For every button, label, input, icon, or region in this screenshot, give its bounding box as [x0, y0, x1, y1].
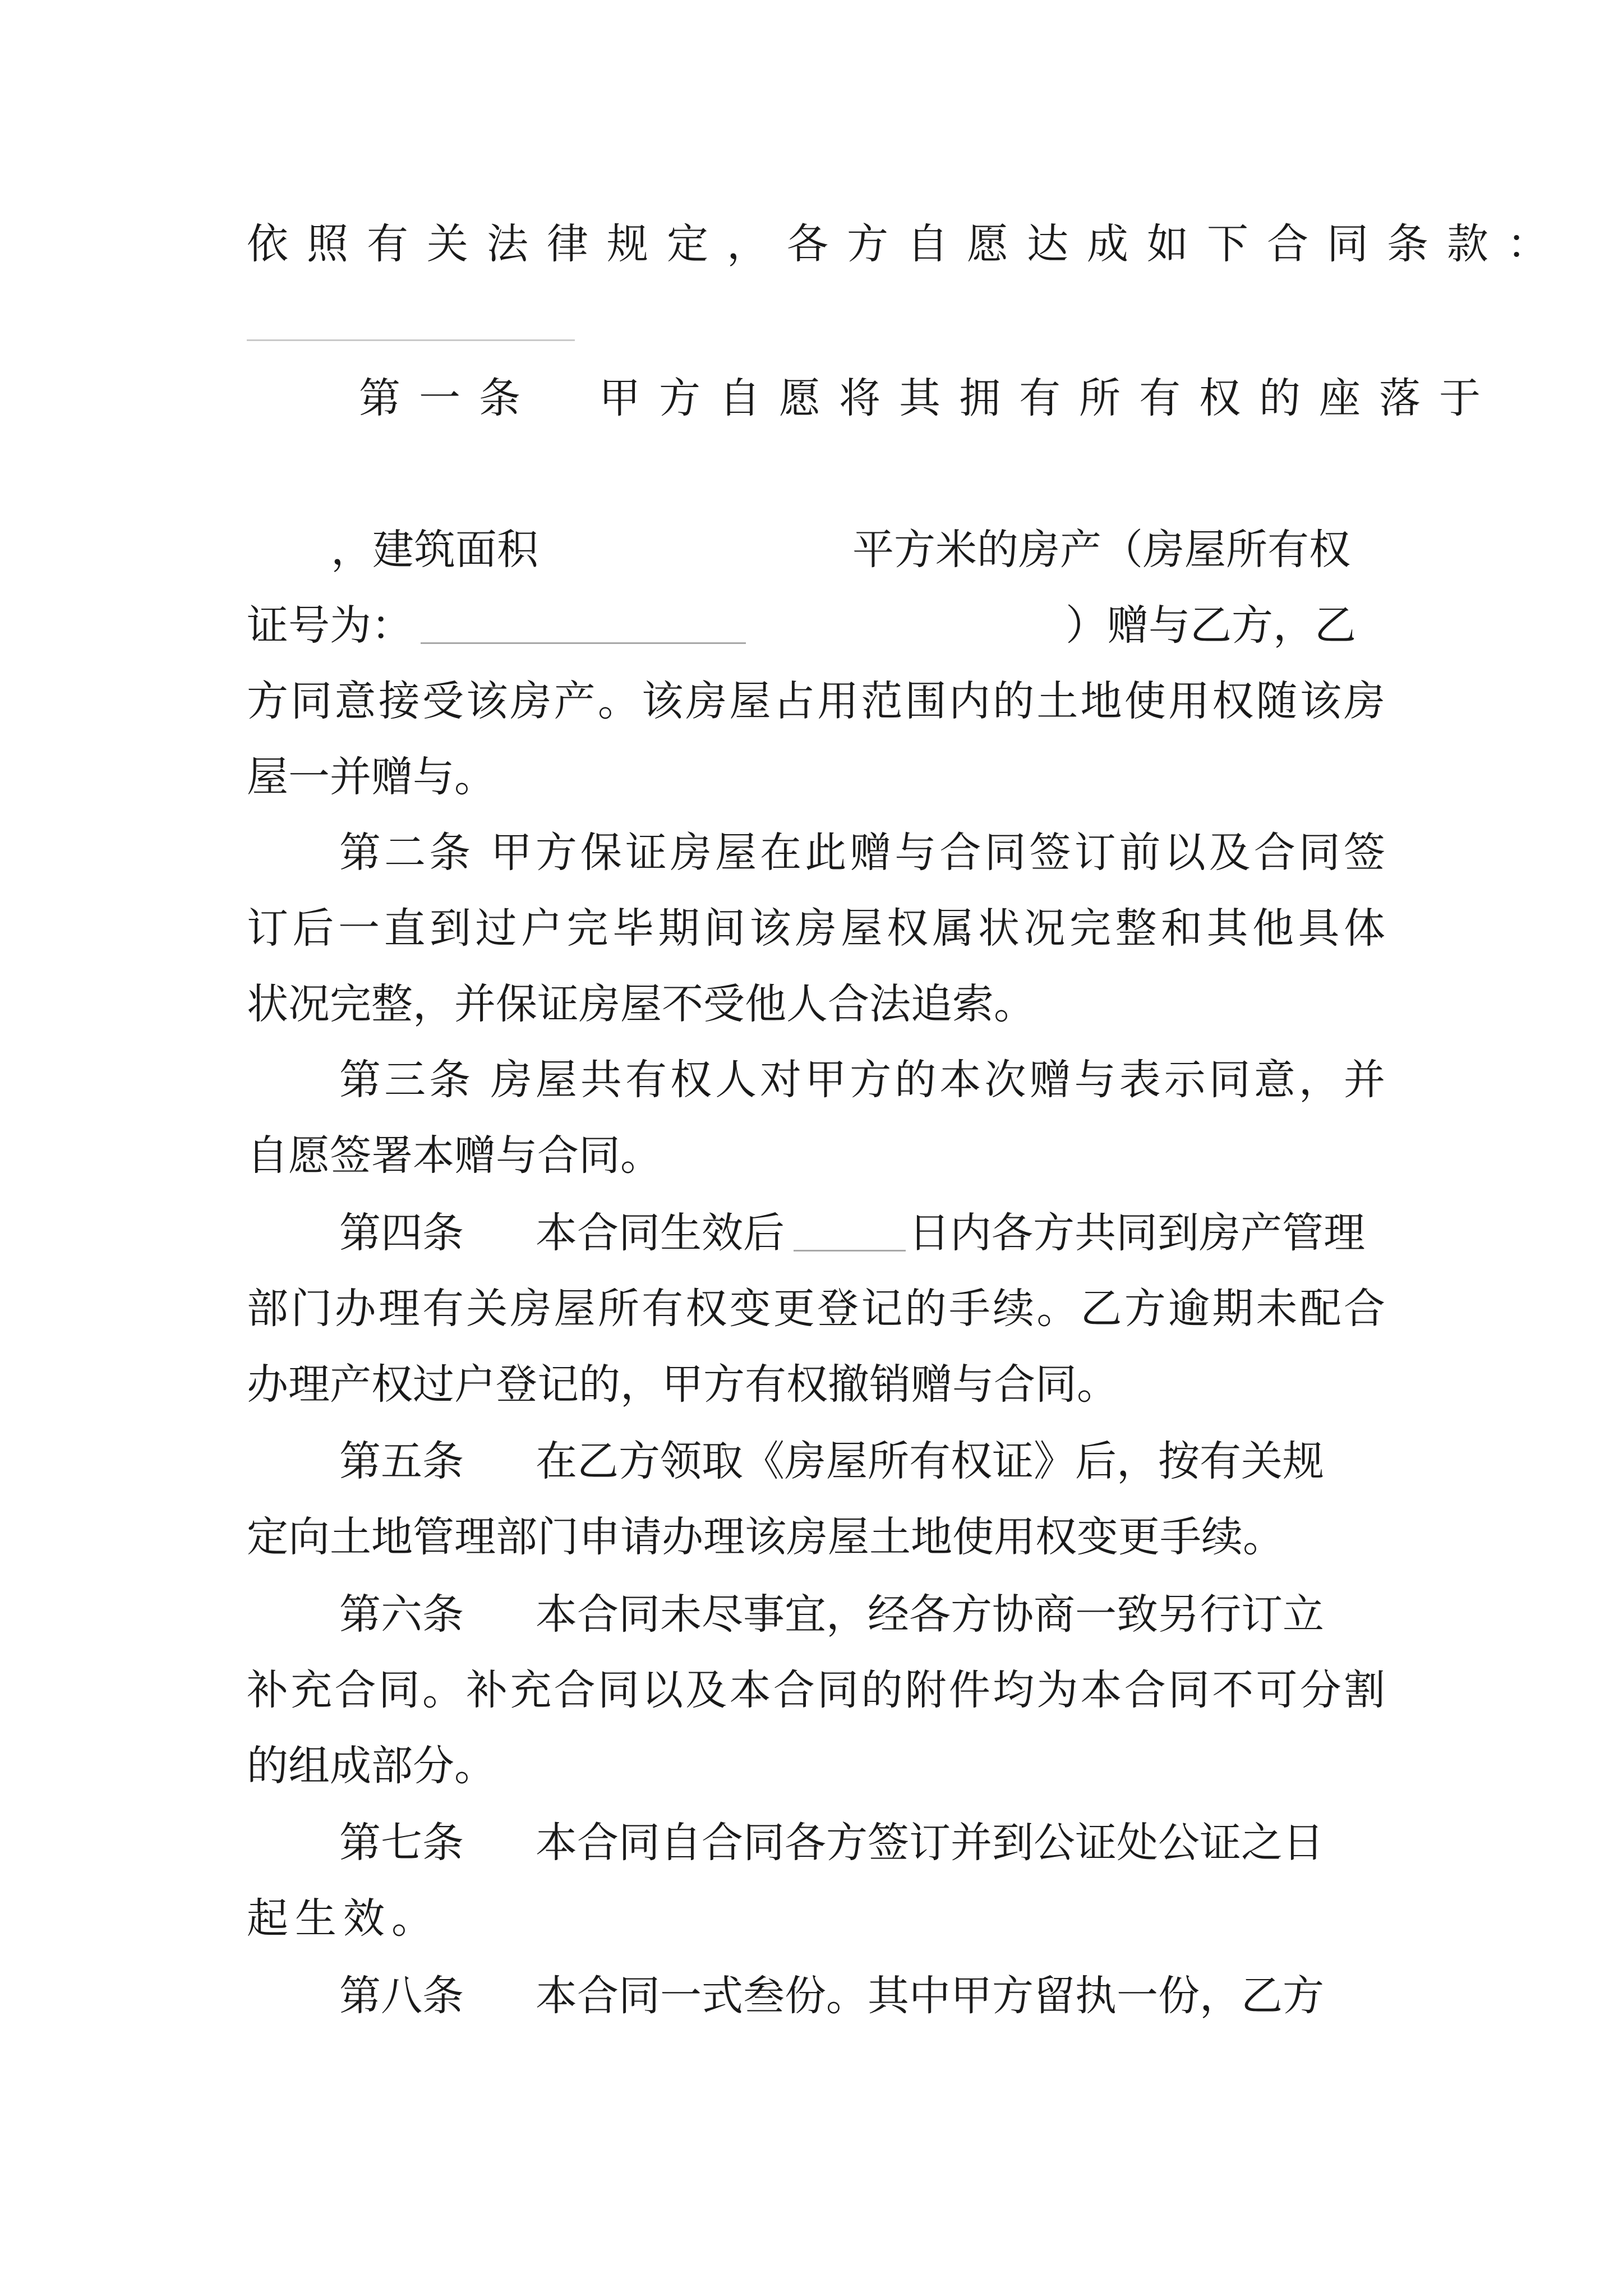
article-4-text-3: 办理产权过户登记的，甲方有权撤销赠与合同。	[247, 1360, 1118, 1409]
article-4-label: 第四条	[339, 1209, 464, 1257]
article-6-line-1	[339, 1586, 1385, 1642]
article-3-line-1	[339, 1052, 1385, 1108]
intro-line	[247, 216, 1567, 272]
article-5-line-2	[247, 1509, 1385, 1565]
article-2-text-1: 第二条 甲方保证房屋在此赠与合同签订前以及合同签	[339, 829, 1385, 877]
article-6-text-1: 本合同未尽事宜，经各方协商一致另行订立	[536, 1590, 1324, 1639]
article-7-text-2: 起生效。	[247, 1894, 440, 1943]
article-1-line-5	[247, 749, 1385, 805]
article-4-line-1	[339, 1205, 1385, 1261]
article-2-line-2	[247, 900, 1385, 956]
article-1-heading-text: 第一条 甲方自愿将其拥有所有权的座落于	[359, 374, 1499, 422]
article-7-line-1	[339, 1815, 1385, 1871]
article-5-text-2: 定向土地管理部门申请办理该房屋土地使用权变更手续。	[247, 1513, 1284, 1561]
article-5-line-1	[339, 1433, 1385, 1489]
article-1-area-unit: 平方米的房产（房屋所有权	[852, 526, 1350, 574]
article-5-text-1: 在乙方领取《房屋所有权证》后，按有关规	[536, 1437, 1324, 1485]
article-2-text-3: 状况完整，并保证房屋不受他人合法追索。	[247, 980, 1035, 1028]
article-8-label: 第八条	[339, 1972, 464, 2020]
intro-text: 依照有关法律规定，各方自愿达成如下合同条款：	[247, 220, 1567, 268]
article-1-text-4: 方同意接受该房产。该房屋占用范围内的土地使用权随该房	[247, 677, 1385, 725]
article-6-text-2: 补充合同。补充合同以及本合同的附件均为本合同不可分割	[247, 1666, 1385, 1714]
article-4-line-3	[247, 1356, 1385, 1412]
article-1-line-3	[247, 597, 1385, 654]
article-7-line-2	[247, 1890, 1385, 1947]
article-1-line-2	[247, 522, 1385, 578]
article-6-text-3: 的组成部分。	[247, 1742, 496, 1790]
article-3-line-2	[247, 1128, 1385, 1184]
article-1-cert-suffix: ）赠与乙方，乙	[1066, 601, 1356, 650]
article-8-text-1: 本合同一式叁份。其中甲方留执一份，乙方	[536, 1972, 1324, 2020]
article-4-text-2: 部门办理有关房屋所有权变更登记的手续。乙方逾期未配合	[247, 1285, 1385, 1333]
article-2-line-1	[339, 825, 1385, 881]
article-8-line-1	[339, 1968, 1385, 2024]
divider-rule	[247, 339, 575, 341]
article-3-text-1: 第三条 房屋共有权人对甲方的本次赠与表示同意，并	[339, 1056, 1385, 1104]
article-2-line-3	[247, 976, 1385, 1032]
article-4-text-1b: 日内各方共同到房产管理	[909, 1209, 1365, 1257]
article-6-label: 第六条	[339, 1590, 464, 1639]
article-1-line-4	[247, 673, 1385, 729]
article-7-label: 第七条	[339, 1819, 464, 1867]
article-6-line-2	[247, 1662, 1385, 1718]
article-1-area-label: ，建筑面积	[331, 526, 538, 574]
article-1-text-5: 屋一并赠与。	[247, 753, 496, 801]
article-5-label: 第五条	[339, 1437, 464, 1485]
article-4-text-1a: 本合同生效后	[536, 1209, 785, 1257]
article-4-days-blank	[794, 1209, 906, 1251]
article-7-text-1: 本合同自合同各方签订并到公证处公证之日	[536, 1819, 1324, 1867]
article-1-cert-label: 证号为：	[247, 601, 413, 650]
article-3-text-2: 自愿签署本赠与合同。	[247, 1131, 662, 1180]
article-1-line-1	[359, 370, 1499, 426]
article-4-line-2	[247, 1281, 1385, 1337]
article-6-line-3	[247, 1738, 1385, 1794]
article-1-cert-number-blank	[421, 602, 746, 644]
article-2-text-2: 订后一直到过户完毕期间该房屋权属状况完整和其他具体	[247, 904, 1385, 953]
